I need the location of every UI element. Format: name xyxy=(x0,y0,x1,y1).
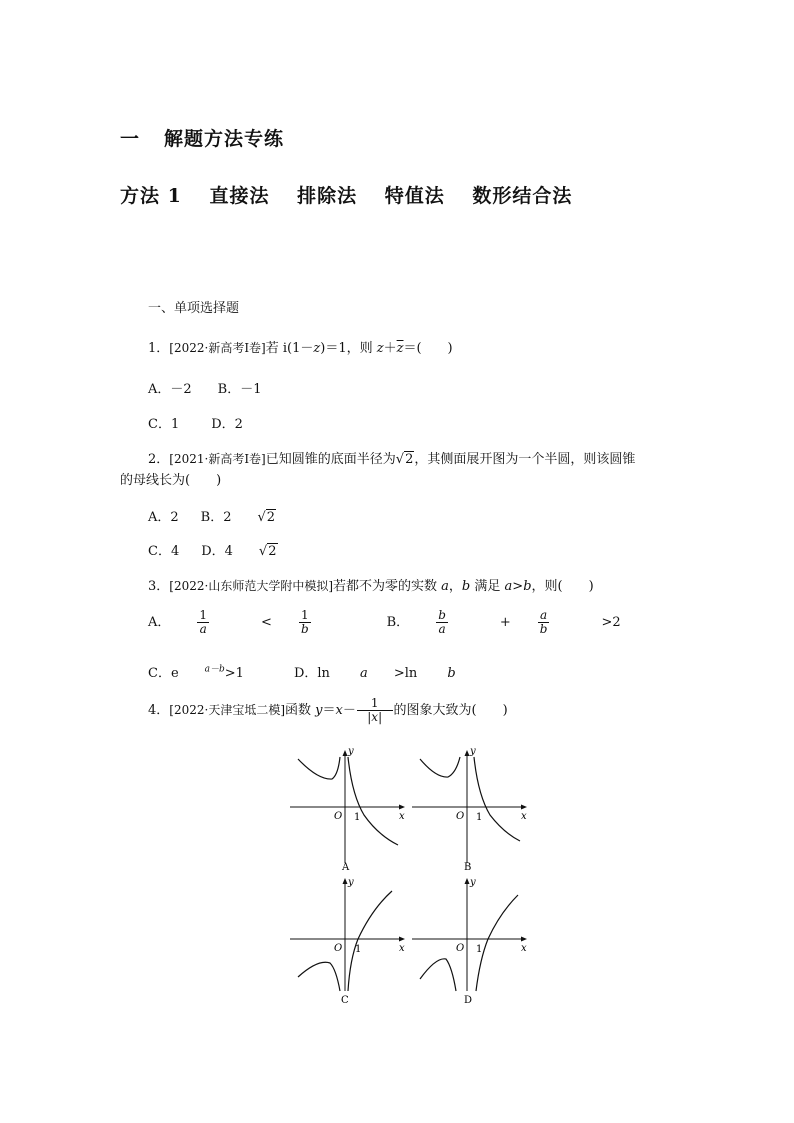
x-axis-arrow xyxy=(521,937,527,942)
question-number: 4． xyxy=(148,703,170,718)
option-c[interactable] xyxy=(148,666,270,681)
denominator: a xyxy=(199,622,207,636)
graph-a[interactable] xyxy=(288,745,408,875)
x-axis-arrow xyxy=(399,937,405,942)
section-title: 一、单项选择题 xyxy=(148,301,240,316)
var-b: b xyxy=(461,579,471,594)
q1-options-row1 xyxy=(148,378,288,397)
gt-sign: > xyxy=(512,579,524,594)
option-a[interactable] xyxy=(148,608,363,636)
numerator: 1 xyxy=(357,697,393,711)
graph-b[interactable] xyxy=(410,745,530,875)
fraction xyxy=(436,609,474,636)
question-text: ＝( ) xyxy=(403,341,453,356)
y-axis-arrow xyxy=(465,878,470,884)
var-x: x xyxy=(335,703,343,718)
method-heading xyxy=(120,181,592,208)
question-text: ，其侧面展开图为一个半圆，则该圆锥 xyxy=(414,452,636,467)
y-label: y xyxy=(348,746,354,757)
var-z: z xyxy=(313,341,321,356)
question-source: [2022·山东师范大学附中模拟] xyxy=(169,579,333,593)
denominator: a xyxy=(438,622,446,636)
question-text: ，则( ) xyxy=(531,579,594,594)
numerator: 1 xyxy=(299,609,311,623)
origin-label: O xyxy=(334,811,343,822)
method-special-value: 特值法 xyxy=(384,185,445,207)
option-b-label: B．2 xyxy=(200,510,232,525)
var-z: z xyxy=(376,341,384,356)
option-c[interactable]: C．4 xyxy=(148,544,180,559)
radicand: 2 xyxy=(268,544,277,559)
option-text: >1 xyxy=(224,666,244,682)
graph-letter: C xyxy=(341,995,349,1006)
x-label: x xyxy=(521,811,527,822)
question-source: [2022·天津宝坻二模] xyxy=(169,703,285,717)
y-axis-arrow xyxy=(343,750,348,756)
option-d-label: D．4 xyxy=(201,544,233,559)
curve-right xyxy=(474,757,520,841)
x-label: x xyxy=(399,943,405,954)
option-b[interactable]: B．－1 xyxy=(217,382,262,397)
option-d[interactable] xyxy=(294,666,482,681)
curve-right xyxy=(348,891,392,991)
graph-letter: B xyxy=(464,862,472,873)
option-c[interactable]: C．1 xyxy=(148,417,180,432)
question-2-cont: 的母线长为( ) xyxy=(120,473,222,488)
question-text: 函数 xyxy=(285,703,316,718)
comma: ， xyxy=(448,579,462,594)
part-number: 一 xyxy=(120,128,141,150)
option-b[interactable] xyxy=(386,608,647,636)
part-title: 解题方法专练 xyxy=(164,128,285,150)
curve-right xyxy=(348,757,398,845)
question-text: 若都不为零的实数 xyxy=(333,579,442,594)
option-text: >2 xyxy=(601,615,621,630)
option-a[interactable]: A．2 xyxy=(148,510,179,525)
fraction xyxy=(357,697,393,724)
method-direct: 直接法 xyxy=(209,185,270,207)
numerator: a xyxy=(538,609,550,623)
curve-right xyxy=(476,895,518,991)
curve-left xyxy=(298,962,340,991)
tick-1: 1 xyxy=(355,944,362,955)
curve-left xyxy=(298,757,340,779)
var-z-conjugate: $\overline{z}$ xyxy=(396,341,404,356)
exponent: a－b xyxy=(204,665,225,675)
y-label: y xyxy=(470,877,476,888)
numerator: b xyxy=(438,608,446,622)
sqrt-expression: √2 xyxy=(395,452,414,467)
denominator: b xyxy=(539,622,548,636)
question-text: )＝1，则 xyxy=(320,341,377,356)
numerator: 1 xyxy=(199,608,208,622)
question-1 xyxy=(148,337,453,360)
origin-label: O xyxy=(456,943,465,954)
q2-options-row1 xyxy=(148,506,328,525)
plus-sign: + xyxy=(499,615,511,630)
part-heading xyxy=(120,124,284,151)
question-4 xyxy=(148,697,508,724)
plus-sign: ＋ xyxy=(383,341,397,356)
option-d[interactable]: D．2 xyxy=(211,417,243,432)
var-b: b xyxy=(447,666,456,682)
var-y: y xyxy=(315,703,323,718)
q2-options-row2 xyxy=(148,540,330,559)
x-label: x xyxy=(399,811,405,822)
sqrt-expression: √2 xyxy=(257,510,276,525)
y-label: y xyxy=(470,746,476,757)
y-label: y xyxy=(348,877,354,888)
fraction xyxy=(538,609,576,636)
curve-left xyxy=(420,757,460,777)
option-label: C．e xyxy=(148,666,179,682)
x-label: x xyxy=(521,943,527,954)
q1-options-row2 xyxy=(148,413,269,432)
option-label: D．ln xyxy=(293,666,335,682)
eq-sign: ＝ xyxy=(322,703,336,718)
radicand: 2 xyxy=(266,510,276,525)
origin-label: O xyxy=(334,943,343,954)
q3-options-row1 xyxy=(148,609,673,636)
question-number: 1． xyxy=(148,341,170,356)
var-a: a xyxy=(441,579,449,594)
q3-options-row2 xyxy=(148,662,508,681)
question-source: [2022·新高考Ⅰ卷] xyxy=(169,341,266,355)
graph-letter: A xyxy=(342,862,350,873)
question-text: 满足 xyxy=(470,579,505,594)
question-2 xyxy=(148,448,635,471)
question-source: [2021·新高考Ⅰ卷] xyxy=(169,452,266,466)
method-number-shape: 数形结合法 xyxy=(472,185,573,207)
x-axis-arrow xyxy=(521,805,527,810)
y-axis-arrow xyxy=(343,878,348,884)
question-number: 2． xyxy=(148,452,170,467)
tick-1: 1 xyxy=(476,944,483,955)
option-a[interactable]: A．－2 xyxy=(148,382,192,397)
var-b: b xyxy=(523,579,532,594)
option-d[interactable] xyxy=(201,544,303,559)
origin-label: O xyxy=(456,811,465,822)
option-text: >ln xyxy=(393,666,422,682)
question-number: 3． xyxy=(148,579,170,594)
radicand: 2 xyxy=(405,452,414,467)
var-a: a xyxy=(360,666,368,682)
question-text: 若 i(1－ xyxy=(265,341,314,356)
option-label: A． xyxy=(148,615,171,630)
tick-1: 1 xyxy=(354,812,361,823)
option-label: B． xyxy=(386,615,410,630)
lt-sign: < xyxy=(261,615,272,630)
fraction xyxy=(197,609,235,636)
x-axis-arrow xyxy=(399,805,405,810)
graph-letter: D xyxy=(464,995,473,1006)
curve-left xyxy=(420,959,456,991)
method-label: 方法 1 xyxy=(120,185,182,207)
denominator: |x| xyxy=(367,710,383,724)
var-a: a xyxy=(504,579,513,594)
y-axis-arrow xyxy=(465,750,470,756)
method-exclusion: 排除法 xyxy=(297,185,358,207)
denominator: b xyxy=(300,622,309,636)
tick-1: 1 xyxy=(476,812,483,823)
sqrt-expression: √2 xyxy=(258,544,277,559)
question-text: 的图象大致为( ) xyxy=(393,703,508,718)
question-text: 已知圆锥的底面半径为 xyxy=(265,452,396,467)
option-b[interactable] xyxy=(201,510,302,525)
graph-c[interactable] xyxy=(288,873,408,1008)
minus-sign: － xyxy=(342,703,356,718)
question-3 xyxy=(148,575,594,598)
fraction xyxy=(299,609,337,636)
graph-d[interactable] xyxy=(410,873,530,1008)
